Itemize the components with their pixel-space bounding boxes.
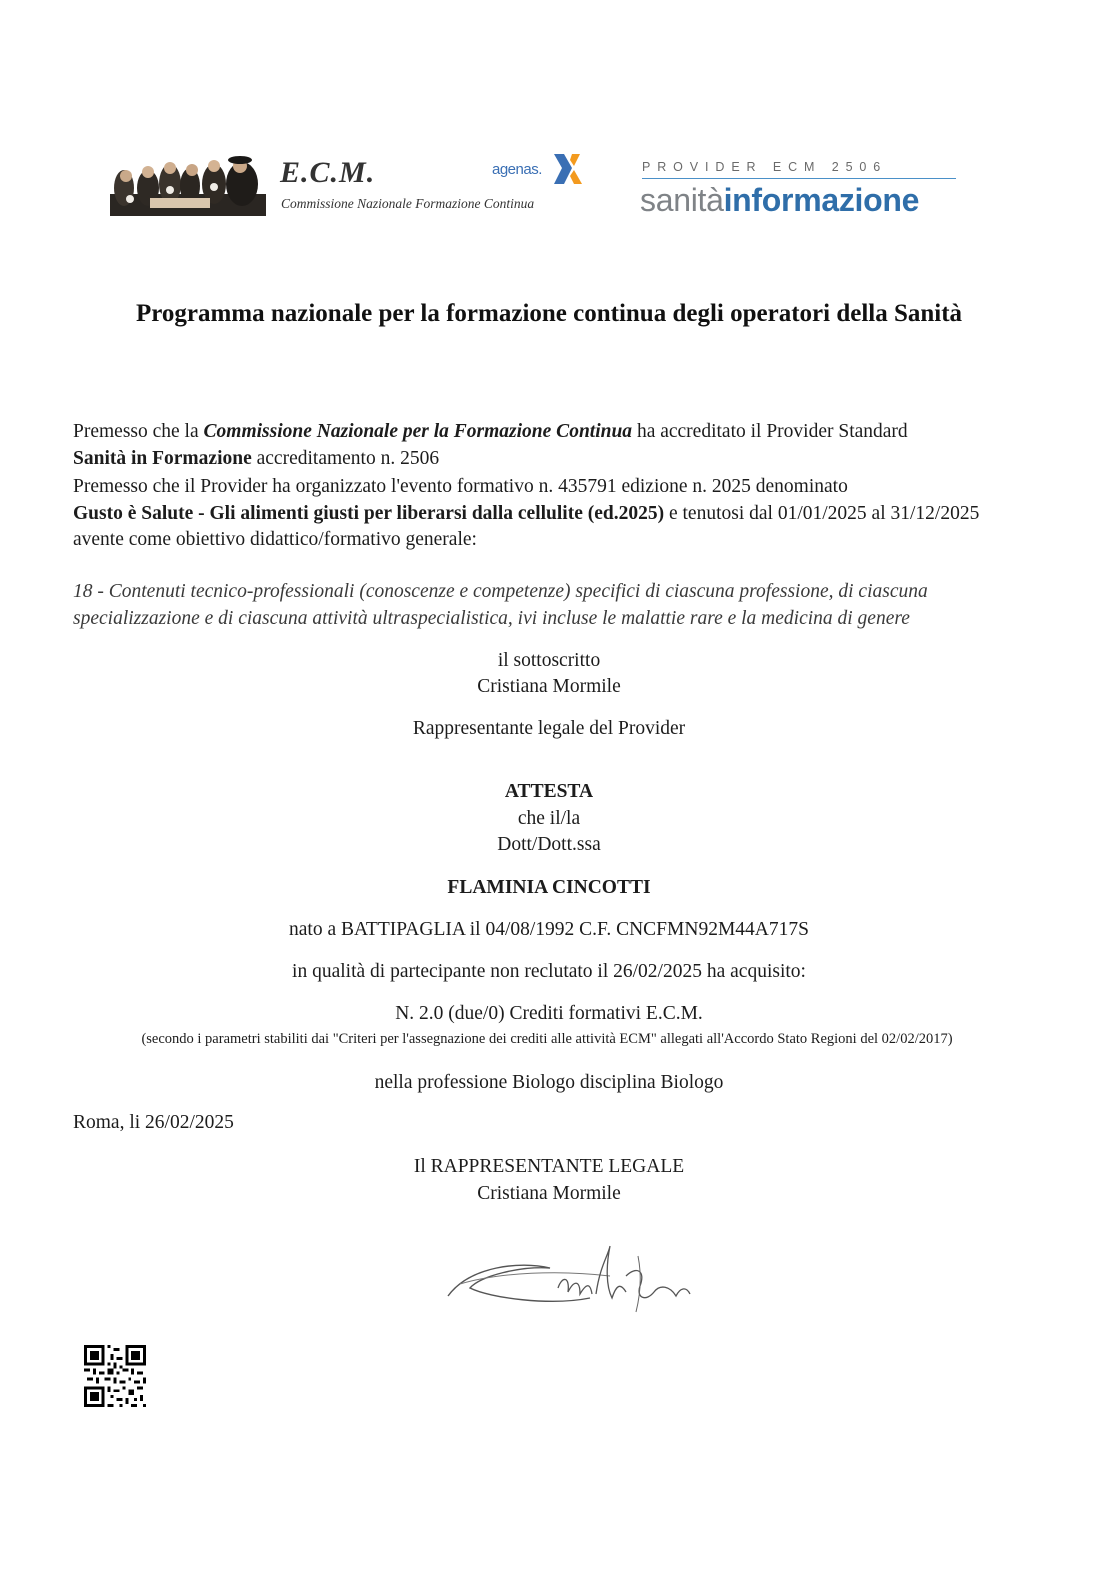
provider-logo-name	[640, 182, 919, 219]
provider-name: Sanità in Formazione	[73, 447, 252, 469]
ecm-painting-logo	[110, 154, 266, 216]
attest-line-1: che il/la	[517, 808, 581, 829]
provider-name-light: sanità	[640, 182, 724, 218]
intro-paragraph-1	[73, 419, 1033, 472]
provider-divider	[642, 178, 956, 179]
event-name: Gusto è Salute - Gli alimenti giusti per liberarsi dalla cellulite (ed.2025)	[73, 502, 665, 524]
signer-intro: il sottoscritto	[497, 650, 601, 671]
participation-status: in qualità di partecipante non reclutato il 26/02/2025 ha acquisito:	[292, 961, 806, 982]
agenas-mark-icon	[550, 152, 584, 186]
attest-heading: ATTESTA	[504, 781, 594, 802]
event-dates-text: e tenutosi dal 01/01/2025 al 31/12/2025 avente come obiettivo didattico/formativo generale:	[73, 502, 980, 550]
legal-rep-name: Cristiana Mormile	[477, 1183, 621, 1204]
qr-code	[84, 1345, 146, 1407]
participant-birth: nato a BATTIPAGLIA il 04/08/1992 C.F. CNCFMN92M44A717S	[289, 919, 809, 940]
credits-awarded: N. 2.0 (due/0) Crediti formativi E.C.M.	[395, 1003, 703, 1024]
attest-line-2: Dott/Dott.ssa	[497, 834, 601, 855]
ecm-subtitle: Commissione Nazionale Formazione Continua	[281, 196, 535, 211]
credits-note: (secondo i parametri stabiliti dai "Criteri per l'assegnazione dei crediti alle attività ECM" allegati all'Accordo Stato Regioni del 02/02/2017)	[141, 1031, 953, 1047]
participant-name: FLAMINIA CINCOTTI	[447, 877, 651, 898]
document-title: Programma nazionale per la formazione continua degli operatori della Sanità	[135, 300, 963, 327]
signer-name: Cristiana Mormile	[477, 676, 621, 697]
agenas-logo	[492, 150, 592, 190]
signer-role: Rappresentante legale del Provider	[412, 718, 686, 739]
training-objective: 18 - Contenuti tecnico-professionali (conoscenze e competenze) specifici di ciascuna professione, di ciascuna specializzazione e di ciascuna attività ultraspecialistica, ivi incluse le malattie rare e la medicina di genere	[73, 581, 928, 629]
commission-name: Commissione Nazionale per la Formazione Continua	[203, 421, 633, 442]
agenas-text: agenas.	[492, 161, 542, 178]
provider-name-bold: informazione	[723, 182, 920, 218]
ecm-title: E.C.M.	[280, 156, 376, 189]
event-intro-text: Premesso che il Provider ha organizzato l'evento formativo n. 435791 edizione n. 2025 denominato	[73, 476, 848, 497]
handwritten-signature	[440, 1236, 700, 1321]
intro-text: Premesso che la	[73, 421, 204, 442]
intro-paragraph-2	[73, 474, 1033, 554]
accreditation-text: accreditamento n. 2506	[251, 447, 440, 469]
provider-label: PROVIDER ECM 2506	[642, 160, 888, 174]
legal-rep-title: Il RAPPRESENTANTE LEGALE	[413, 1156, 685, 1177]
profession-line: nella professione Biologo disciplina Biologo	[374, 1072, 724, 1093]
place-date: Roma, li 26/02/2025	[73, 1112, 234, 1133]
intro-text: ha accreditato il Provider Standard	[632, 421, 908, 442]
